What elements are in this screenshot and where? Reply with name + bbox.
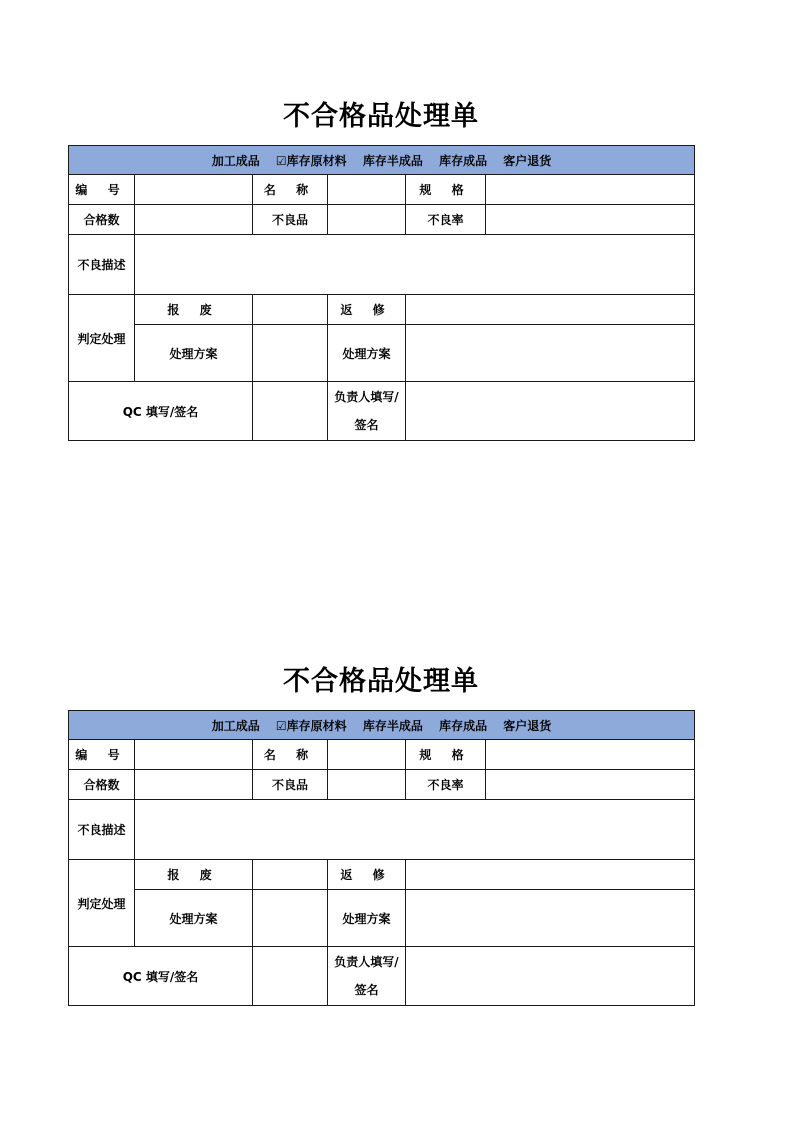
label-owner-sign: 负责人填写/ 签名 xyxy=(328,382,406,441)
label-spec: 规 格 xyxy=(406,175,486,205)
scrap-field[interactable] xyxy=(253,295,328,325)
number-field[interactable] xyxy=(135,740,253,770)
category-option[interactable]: 库存半成品 xyxy=(362,718,423,733)
spec-field[interactable] xyxy=(486,740,695,770)
form-title: 不合格品处理单 xyxy=(283,101,479,132)
owner-sign-field[interactable] xyxy=(406,382,695,441)
label-defective: 不良品 xyxy=(253,770,328,800)
category-bar xyxy=(69,711,695,740)
label-defective: 不良品 xyxy=(253,205,328,235)
owner-sign-field[interactable] xyxy=(406,947,695,1006)
plan-rework-field[interactable] xyxy=(406,325,695,382)
rework-field[interactable] xyxy=(406,295,695,325)
category-option[interactable]: 客户退货 xyxy=(503,718,552,733)
checkbox-checked-icon: ☑ xyxy=(275,153,287,168)
label-defect-desc: 不良描述 xyxy=(69,800,135,860)
label-plan-scrap: 处理方案 xyxy=(135,325,253,382)
scrap-field[interactable] xyxy=(253,860,328,890)
category-option[interactable]: 库存成品 xyxy=(439,718,488,733)
category-option-checked[interactable]: ☑库存原材料 xyxy=(275,718,347,733)
qualified-qty-field[interactable] xyxy=(135,770,253,800)
form-title: 不合格品处理单 xyxy=(283,666,479,697)
form-table xyxy=(68,710,695,1006)
label-plan-rework: 处理方案 xyxy=(328,890,406,947)
label-plan-scrap: 处理方案 xyxy=(135,890,253,947)
label-defect-rate: 不良率 xyxy=(406,205,486,235)
category-bar xyxy=(69,146,695,175)
label-judgment: 判定处理 xyxy=(69,860,135,947)
label-plan-rework: 处理方案 xyxy=(328,325,406,382)
qc-sign-field[interactable] xyxy=(253,382,328,441)
label-defect-rate: 不良率 xyxy=(406,770,486,800)
defect-rate-field[interactable] xyxy=(486,205,695,235)
label-defect-desc: 不良描述 xyxy=(69,235,135,295)
defect-rate-field[interactable] xyxy=(486,770,695,800)
label-rework: 返 修 xyxy=(328,295,406,325)
nonconforming-form-1 xyxy=(68,95,694,441)
label-scrap: 报 废 xyxy=(135,295,253,325)
plan-scrap-field[interactable] xyxy=(253,890,328,947)
name-field[interactable] xyxy=(328,740,406,770)
defective-field[interactable] xyxy=(328,770,406,800)
qualified-qty-field[interactable] xyxy=(135,205,253,235)
rework-field[interactable] xyxy=(406,860,695,890)
label-qc-sign: QC 填写/签名 xyxy=(69,382,253,441)
plan-scrap-field[interactable] xyxy=(253,325,328,382)
label-qc-sign: QC 填写/签名 xyxy=(69,947,253,1006)
category-option[interactable]: 客户退货 xyxy=(503,153,552,168)
defect-desc-field[interactable] xyxy=(135,800,695,860)
label-qualified-qty: 合格数 xyxy=(69,770,135,800)
spec-field[interactable] xyxy=(486,175,695,205)
label-judgment: 判定处理 xyxy=(69,295,135,382)
category-option[interactable]: 库存半成品 xyxy=(362,153,423,168)
label-spec: 规 格 xyxy=(406,740,486,770)
category-option-checked[interactable]: ☑库存原材料 xyxy=(275,153,347,168)
plan-rework-field[interactable] xyxy=(406,890,695,947)
nonconforming-form-2 xyxy=(68,660,694,1006)
label-scrap: 报 废 xyxy=(135,860,253,890)
label-rework: 返 修 xyxy=(328,860,406,890)
category-option[interactable]: 加工成品 xyxy=(211,153,260,168)
name-field[interactable] xyxy=(328,175,406,205)
label-number: 编 号 xyxy=(69,740,135,770)
category-option[interactable]: 加工成品 xyxy=(211,718,260,733)
number-field[interactable] xyxy=(135,175,253,205)
label-number: 编 号 xyxy=(69,175,135,205)
form-table xyxy=(68,145,695,441)
label-name: 名 称 xyxy=(253,175,328,205)
label-name: 名 称 xyxy=(253,740,328,770)
label-qualified-qty: 合格数 xyxy=(69,205,135,235)
qc-sign-field[interactable] xyxy=(253,947,328,1006)
defect-desc-field[interactable] xyxy=(135,235,695,295)
label-owner-sign: 负责人填写/ 签名 xyxy=(328,947,406,1006)
defective-field[interactable] xyxy=(328,205,406,235)
category-option[interactable]: 库存成品 xyxy=(439,153,488,168)
checkbox-checked-icon: ☑ xyxy=(275,718,287,733)
